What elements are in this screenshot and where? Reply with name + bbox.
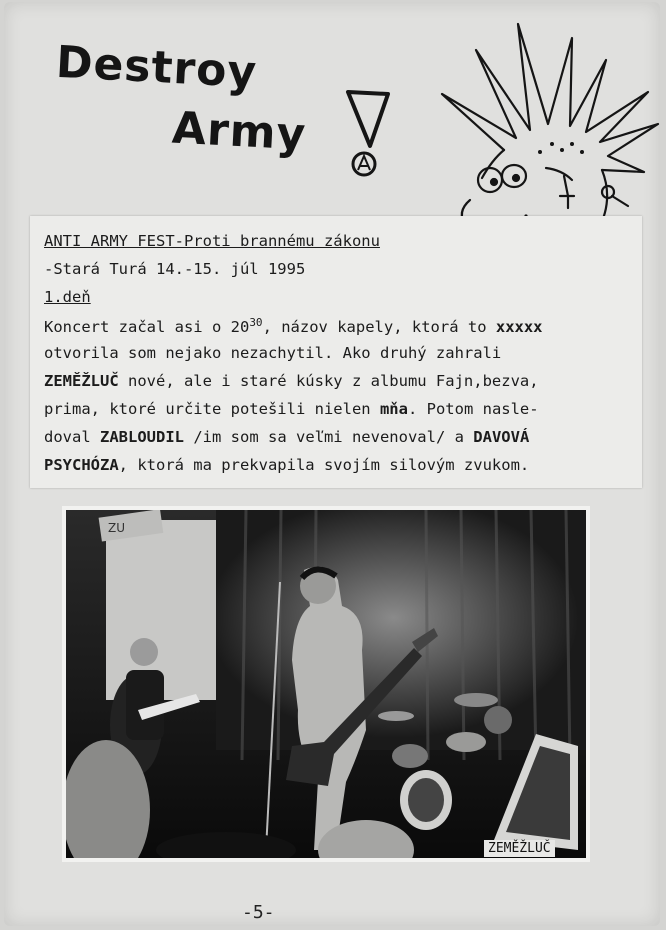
concert-photo-frame — [62, 506, 590, 862]
article-line: doval ZABLOUDIL /im som sa veľmi nevenoval/ a DAVOVÁ — [44, 428, 530, 446]
exclamation-circle-a-icon — [344, 90, 394, 182]
page-number: -5- — [242, 902, 275, 923]
article-line: otvorila som nejako nezachytil. Ako druhý zahrali — [44, 344, 502, 362]
stage-banner: ZU — [108, 521, 126, 535]
band-name: PSYCHÓZA — [44, 456, 119, 474]
article-line: PSYCHÓZA, ktorá ma prekvapila svojím silovým zvukom. — [44, 456, 530, 474]
zine-page — [4, 2, 660, 926]
article-place-date: -Stará Turá 14.-15. júl 1995 — [44, 260, 306, 278]
photo-caption: ZEMĚŽLUČ — [484, 840, 555, 857]
band-name: ZABLOUDIL — [100, 428, 184, 446]
article-day: 1.deň — [44, 288, 91, 306]
band-name: DAVOVÁ — [473, 428, 530, 446]
concert-photo — [66, 510, 586, 858]
article-line: Koncert začal asi o $20^{30}$, názov kapely, ktorá to xxxxx — [44, 316, 543, 337]
article-title: ANTI ARMY FEST-Proti brannému zákonu — [44, 232, 380, 250]
band-name: ZEMĚŽLUČ — [44, 372, 119, 390]
article-clipping — [30, 216, 642, 488]
handwritten-title-destroy: Destroy — [54, 36, 259, 99]
handwritten-title-army: Army — [170, 102, 308, 161]
article-line: ZEMĚŽLUČ nové, ale i staré kúsky z albumu Fajn,bezva, — [44, 372, 539, 390]
article-line: prima, ktoré určite potešili nielen mňa. Potom nasle- — [44, 400, 539, 418]
